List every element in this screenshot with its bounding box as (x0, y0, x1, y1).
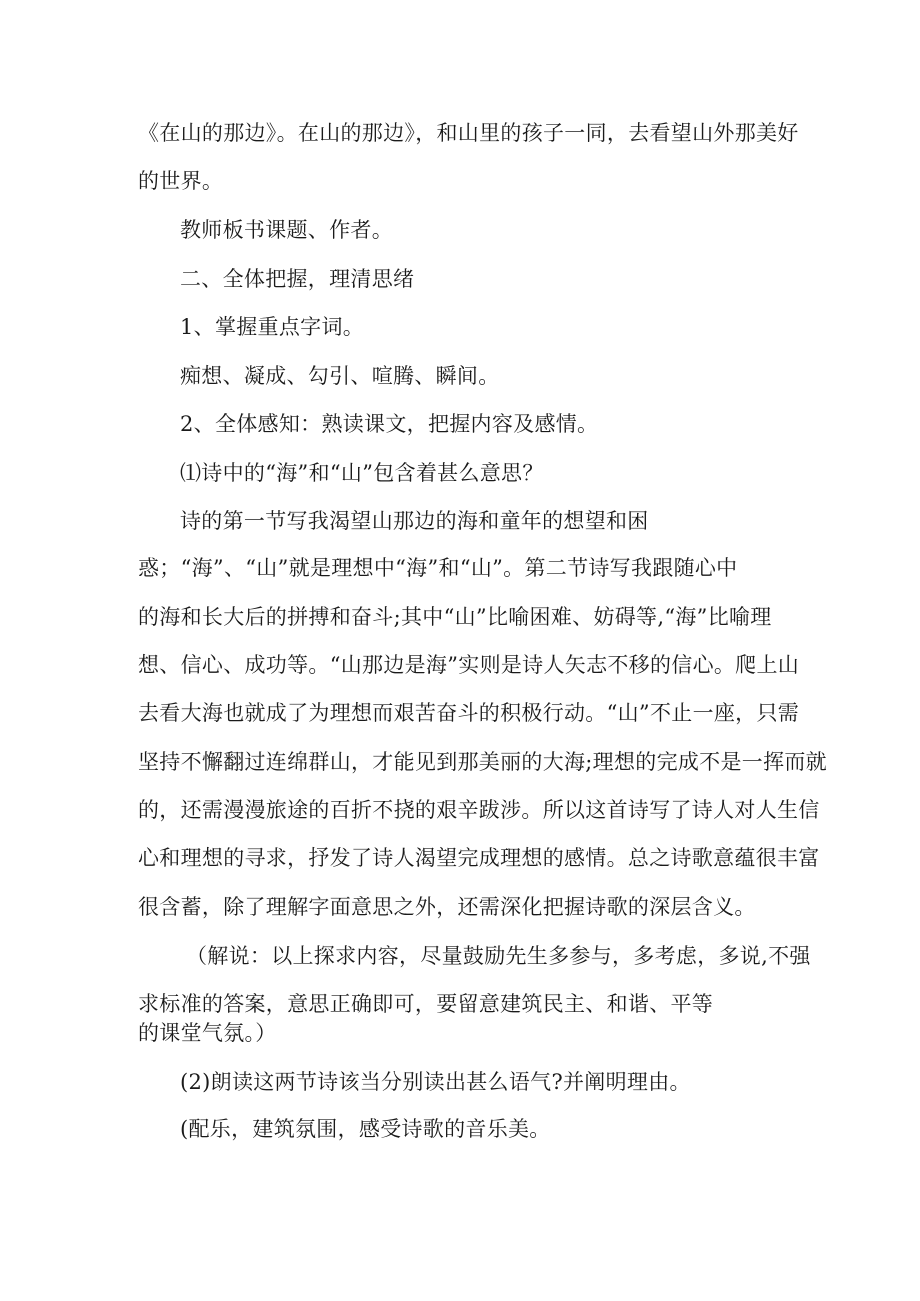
paragraph-line: 诗的第一节写我渴望山那边的海和童年的想望和困 (180, 509, 649, 533)
paragraph-line: 的世界。 (138, 169, 224, 193)
note-line: （解说：以上探求内容，尽量鼓励先生多参与，多考虑，多说,不强 (186, 944, 811, 968)
paragraph-line: 的海和长大后的拼搏和奋斗;其中“山”比喻困难、妨碍等,“海”比喻理 (138, 605, 772, 629)
paragraph-line: 想、信心、成功等。“山那边是海”实则是诗人矢志不移的信心。爬上山 (138, 653, 800, 677)
paragraph-line: 《在山的那边》。在山的那边》，和山里的孩子一同，去看望山外那美好 (138, 121, 799, 145)
paragraph-line: 很含蓄，除了理解字面意思之外，还需深化把握诗歌的深层含义。 (138, 895, 756, 919)
paragraph-line: 去看大海也就成了为理想而艰苦奋斗的积极行动。“山”不止一座，只需 (138, 701, 800, 725)
question-line: ⑴诗中的“海”和“山”包含着甚么意思？ (180, 461, 544, 485)
section-heading: 二、全体把握，理清思绪 (180, 267, 415, 291)
subsection-heading: 1、掌握重点字词。 (180, 315, 365, 339)
paragraph-line: (配乐，建筑氛围，感受诗歌的音乐美。 (180, 1117, 551, 1141)
paragraph-line: 坚持不懈翻过连绵群山，才能见到那美丽的大海;理想的完成不是一挥而就 (138, 750, 827, 774)
subsection-heading: 2、全体感知：熟读课文，把握内容及感情。 (180, 412, 599, 436)
paragraph-line: 的，还需漫漫旅途的百折不挠的艰辛跋涉。所以这首诗写了诗人对人生信 (138, 798, 820, 822)
paragraph-line: 心和理想的寻求，抒发了诗人渴望完成理想的感情。总之诗歌意蕴很丰富 (138, 846, 820, 870)
paragraph-line: 痴想、凝成、勾引、喧腾、瞬间。 (180, 364, 500, 388)
paragraph-line: 惑；“海”、“山”就是理想中“海”和“山”。第二节诗写我跟随心中 (138, 556, 738, 580)
paragraph-line: 教师板书课题、作者。 (180, 218, 393, 242)
note-line: 的课堂气氛。） (138, 1021, 277, 1045)
question-line: (2)朗读这两节诗该当分别读出甚么语气?并阐明理由。 (180, 1070, 691, 1094)
note-line: 求标准的答案，意思正确即可，要留意建筑民主、和谐、平等 (138, 992, 714, 1016)
